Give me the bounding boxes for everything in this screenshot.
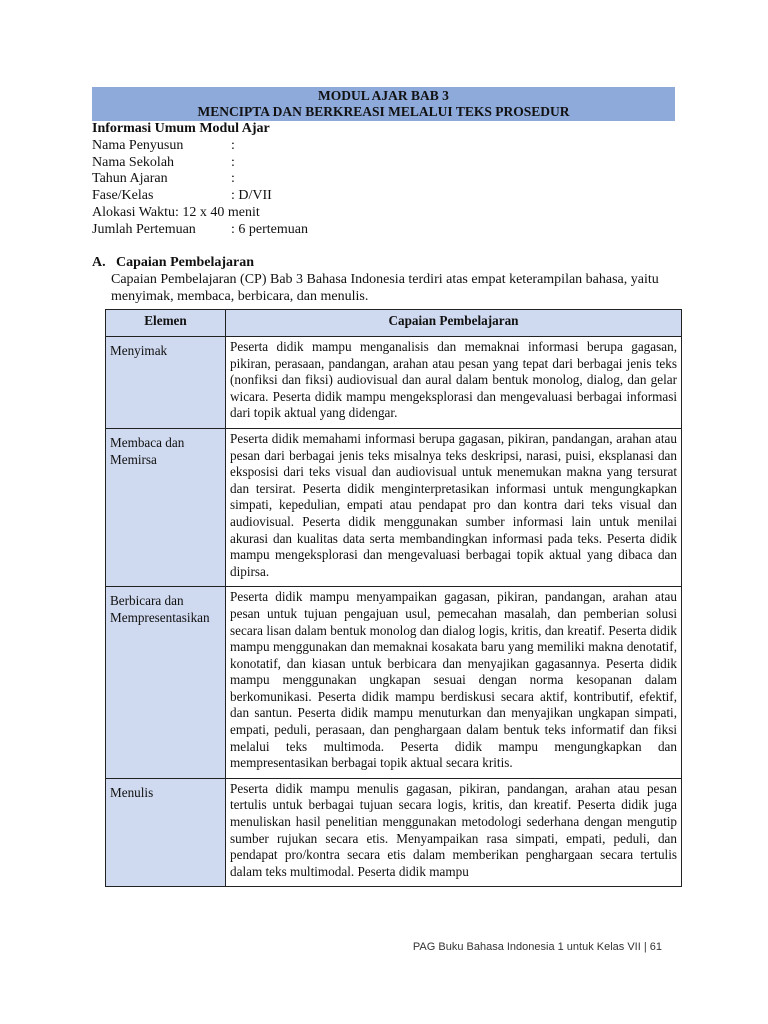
info-label: Jumlah Pertemuan [92,221,196,237]
capaian-section [92,254,692,305]
element-cell: Menulis [106,778,226,887]
description-cell: Peserta didik memahami informasi berupa gagasan, pikiran, pandangan, arahan atau pesan dari berbagai jenis teks misalnya teks deskripsi, narasi, puisi, eksplanasi dan eksposisi dari teks visual dan audiovisual untuk menemukan makna yang tersurat dan tersirat. Peserta didik menginterpretasikan informasi untuk mengungkapkan simpati, kepedulian, empati atau pendapat pro dan kontra dari teks visual dan audiovisual. Peserta didik menggunakan sumber informasi lain untuk menilai akurasi dan kualitas data serta membandingkan informasi pada teks. Peserta didik mampu mengeksplorasi dan mengevaluasi berbagai topik aktual yang dibaca dan dipirsa. [226,428,682,586]
info-value: : [231,154,235,170]
info-row-nama-sekolah [92,155,682,172]
table-row [106,587,682,779]
section-title [92,254,692,271]
section-title-text: Capaian Pembelajaran [116,255,255,270]
info-value: : D/VII [231,188,272,204]
description-cell: Peserta didik mampu menyampaikan gagasan, pikiran, pandangan, arahan atau pesan untuk tujuan pengajuan usul, pemecahan masalah, dan pemberian solusi secara lisan dalam bentuk monolog dan dialog logis, kritis, dan kreatif. Peserta didik mampu menggunakan dan memaknai kosakata baru yang memiliki makna denotatif, konotatif, dan kiasan untuk berbicara dan menyajikan gagasannya. Peserta didik mampu menggunakan ungkapan sesuai dengan norma kesopanan dalam berkomunikasi. Peserta didik mampu berdiskusi secara aktif, kontributif, efektif, dan santun. Peserta didik mampu menuturkan dan menyajikan ungkapan simpati, empati, peduli, perasaan, dan penghargaan dalam bentuk teks informatif dan fiksi melalui teks multimoda. Peserta didik mampu mengungkapkan dan mempresentasikan berbagai topik aktual secara kritis. [226,587,682,779]
info-label: Fase/Kelas [92,188,154,204]
info-label: Alokasi Waktu: 12 x 40 menit [92,204,260,220]
section-letter: A. [92,255,106,270]
info-label: Nama Sekolah [92,154,175,170]
capaian-table [105,309,682,887]
info-value: : [231,171,235,187]
element-cell: Membaca dan Memirsa [106,428,226,586]
info-row-jumlah-pertemuan [92,222,682,239]
page-footer: PAG Buku Bahasa Indonesia 1 untuk Kelas VII | 61 [412,941,662,953]
general-info-heading: Informasi Umum Modul Ajar [92,121,270,136]
header-elemen: Elemen [106,310,226,337]
info-label: Tahun Ajaran [92,171,168,187]
table-row [106,337,682,429]
info-row-fase-kelas [92,188,682,205]
info-row-tahun-ajaran [92,171,682,188]
info-row-nama-penyusun [92,138,682,155]
element-cell: Berbicara dan Mempresentasikan [106,587,226,779]
module-subtitle: MENCIPTA DAN BERKREASI MELALUI TEKS PROSEDUR [197,104,570,119]
description-cell: Peserta didik mampu menganalisis dan memaknai informasi berupa gagasan, pikiran, perasaan, pandangan, arahan atau pesan yang tepat dari berbagai jenis teks (nonfiksi dan fiksi) audiovisual dan aural dalam bentuk monolog, dialog, dan gelar wicara. Peserta didik mampu mengeksplorasi dan mengevaluasi berbagai informasi dari topik aktual yang didengar. [226,337,682,429]
module-title: MODUL AJAR BAB 3 [318,88,449,103]
header-capaian: Capaian Pembelajaran [226,310,682,337]
info-label: Nama Penyusun [92,137,184,153]
module-title-banner [92,87,675,121]
table-row [106,428,682,586]
description-cell: Peserta didik mampu menulis gagasan, pikiran, pandangan, arahan atau pesan tertulis untuk berbagai tujuan secara logis, kritis, dan kreatif. Peserta didik juga menuliskan hasil penelitian menggunakan metodologi sederhana dengan mengutip sumber rujukan secara etis. Menyampaikan rasa simpati, empati, peduli, dan pendapat pro/kontra secara etis dalam memberikan penghargaan secara tertulis dalam teks multimodal. Peserta didik mampu [226,778,682,887]
general-info-section [92,121,682,239]
table-row [106,778,682,887]
table-header-row [106,310,682,337]
info-value: : [231,137,235,153]
info-row-alokasi-waktu [92,205,682,222]
info-value: : 6 pertemuan [231,221,308,237]
section-intro: Capaian Pembelajaran (CP) Bab 3 Bahasa Indonesia terdiri atas empat keterampilan bahasa, yaitu menyimak, membaca, berbicara, dan menulis. [111,272,659,304]
element-cell: Menyimak [106,337,226,429]
